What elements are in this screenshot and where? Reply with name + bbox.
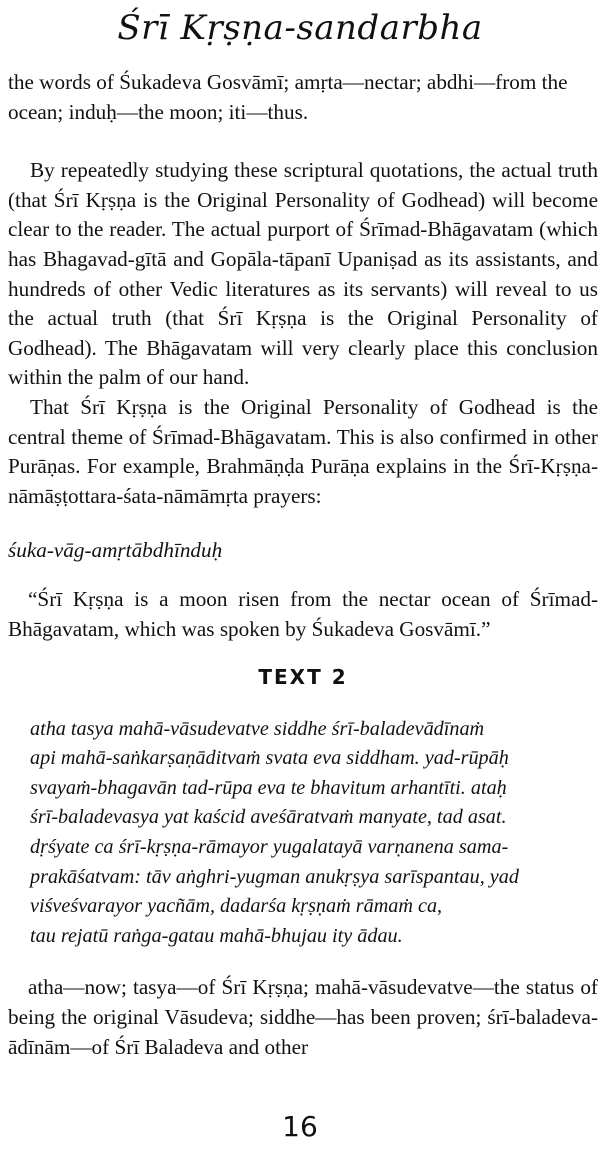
sanskrit-line: prakāśatvam: tāv aṅghri-yugman anukṛṣya sarīspantau, yad xyxy=(30,865,519,888)
paragraph-word-meanings-continued: the words of Śukadeva Gosvāmī; amṛta—nectar; abdhi—from the ocean; induḥ—the moon; iti—thus. xyxy=(8,70,568,124)
sanskrit-line: svayaṁ-bhagavān tad-rūpa eva te bhavitum arhantīti. ataḥ xyxy=(30,776,507,799)
section-heading: TEXT 2 xyxy=(258,665,348,690)
paragraph-central-theme: That Śrī Kṛṣṇa is the Original Personality of Godhead is the central theme of Śrīmad-Bhāgavatam. This is also confirmed in other Purāṇas. For example, Brahmāṇḍa Purāṇa explains in the Śrī-Kṛṣṇa-nāmāṣṭottara-śata-nāmāmṛta prayers: xyxy=(8,394,598,508)
body-text xyxy=(8,68,598,1062)
sanskrit-line: viśveśvarayor yacñām, dadarśa kṛṣṇaṁ rāmaṁ ca, xyxy=(30,895,443,918)
verse-translation: “Śrī Kṛṣṇa is a moon risen from the nectar ocean of Śrīmad-Bhāgavatam, which was spoken by Śukadeva Gosvāmī.” xyxy=(8,586,598,641)
sanskrit-line: api mahā-saṅkarṣaṇāditvaṁ svata eva siddham. yad-rūpāḥ xyxy=(30,747,509,770)
sanskrit-line: śrī-baladevasya yat kaścid aveśāratvaṁ manyate, tad asat. xyxy=(30,806,507,829)
sanskrit-line: tau rejatū raṅga-gatau mahā-bhujau ity ādau. xyxy=(30,924,403,947)
page-number: 16 xyxy=(282,1110,318,1143)
word-for-word-meanings: atha—now; tasya—of Śrī Kṛṣṇa; mahā-vāsudevatve—the status of being the original Vāsudeva; siddhe—has been proven; śrī-baladeva-ādīnām—of Śrī Baladeva and other xyxy=(8,975,598,1059)
paragraph-commentary: By repeatedly studying these scriptural quotations, the actual truth (that Śrī Kṛṣṇa is the Original Personality of Godhead) will become clear to the reader. The actual purport of Śrīmad-Bhāgavatam (which has Bhagavad-gītā and Gopāla-tāpanī Upaniṣad as its assistants, and hundreds of other Vedic literatures as its servants) will reveal to us the actual truth (that Śrī Kṛṣṇa is the Original Personality of Godhead). The Bhāgavatam will very clearly place this conclusion within the palm of our hand. xyxy=(8,158,598,390)
sanskrit-line: dṛśyate ca śrī-kṛṣṇa-rāmayor yugalatayā varṇanena sama- xyxy=(30,836,509,859)
verse-quotation: śuka-vāg-amṛtābdhīnduḥ xyxy=(8,538,223,563)
sanskrit-text-block xyxy=(8,715,598,952)
running-title: Śrī Kṛṣṇa-sandarbha xyxy=(117,8,483,48)
sanskrit-line: atha tasya mahā-vāsudevatve siddhe śrī-baladevādīnaṁ xyxy=(30,717,485,740)
